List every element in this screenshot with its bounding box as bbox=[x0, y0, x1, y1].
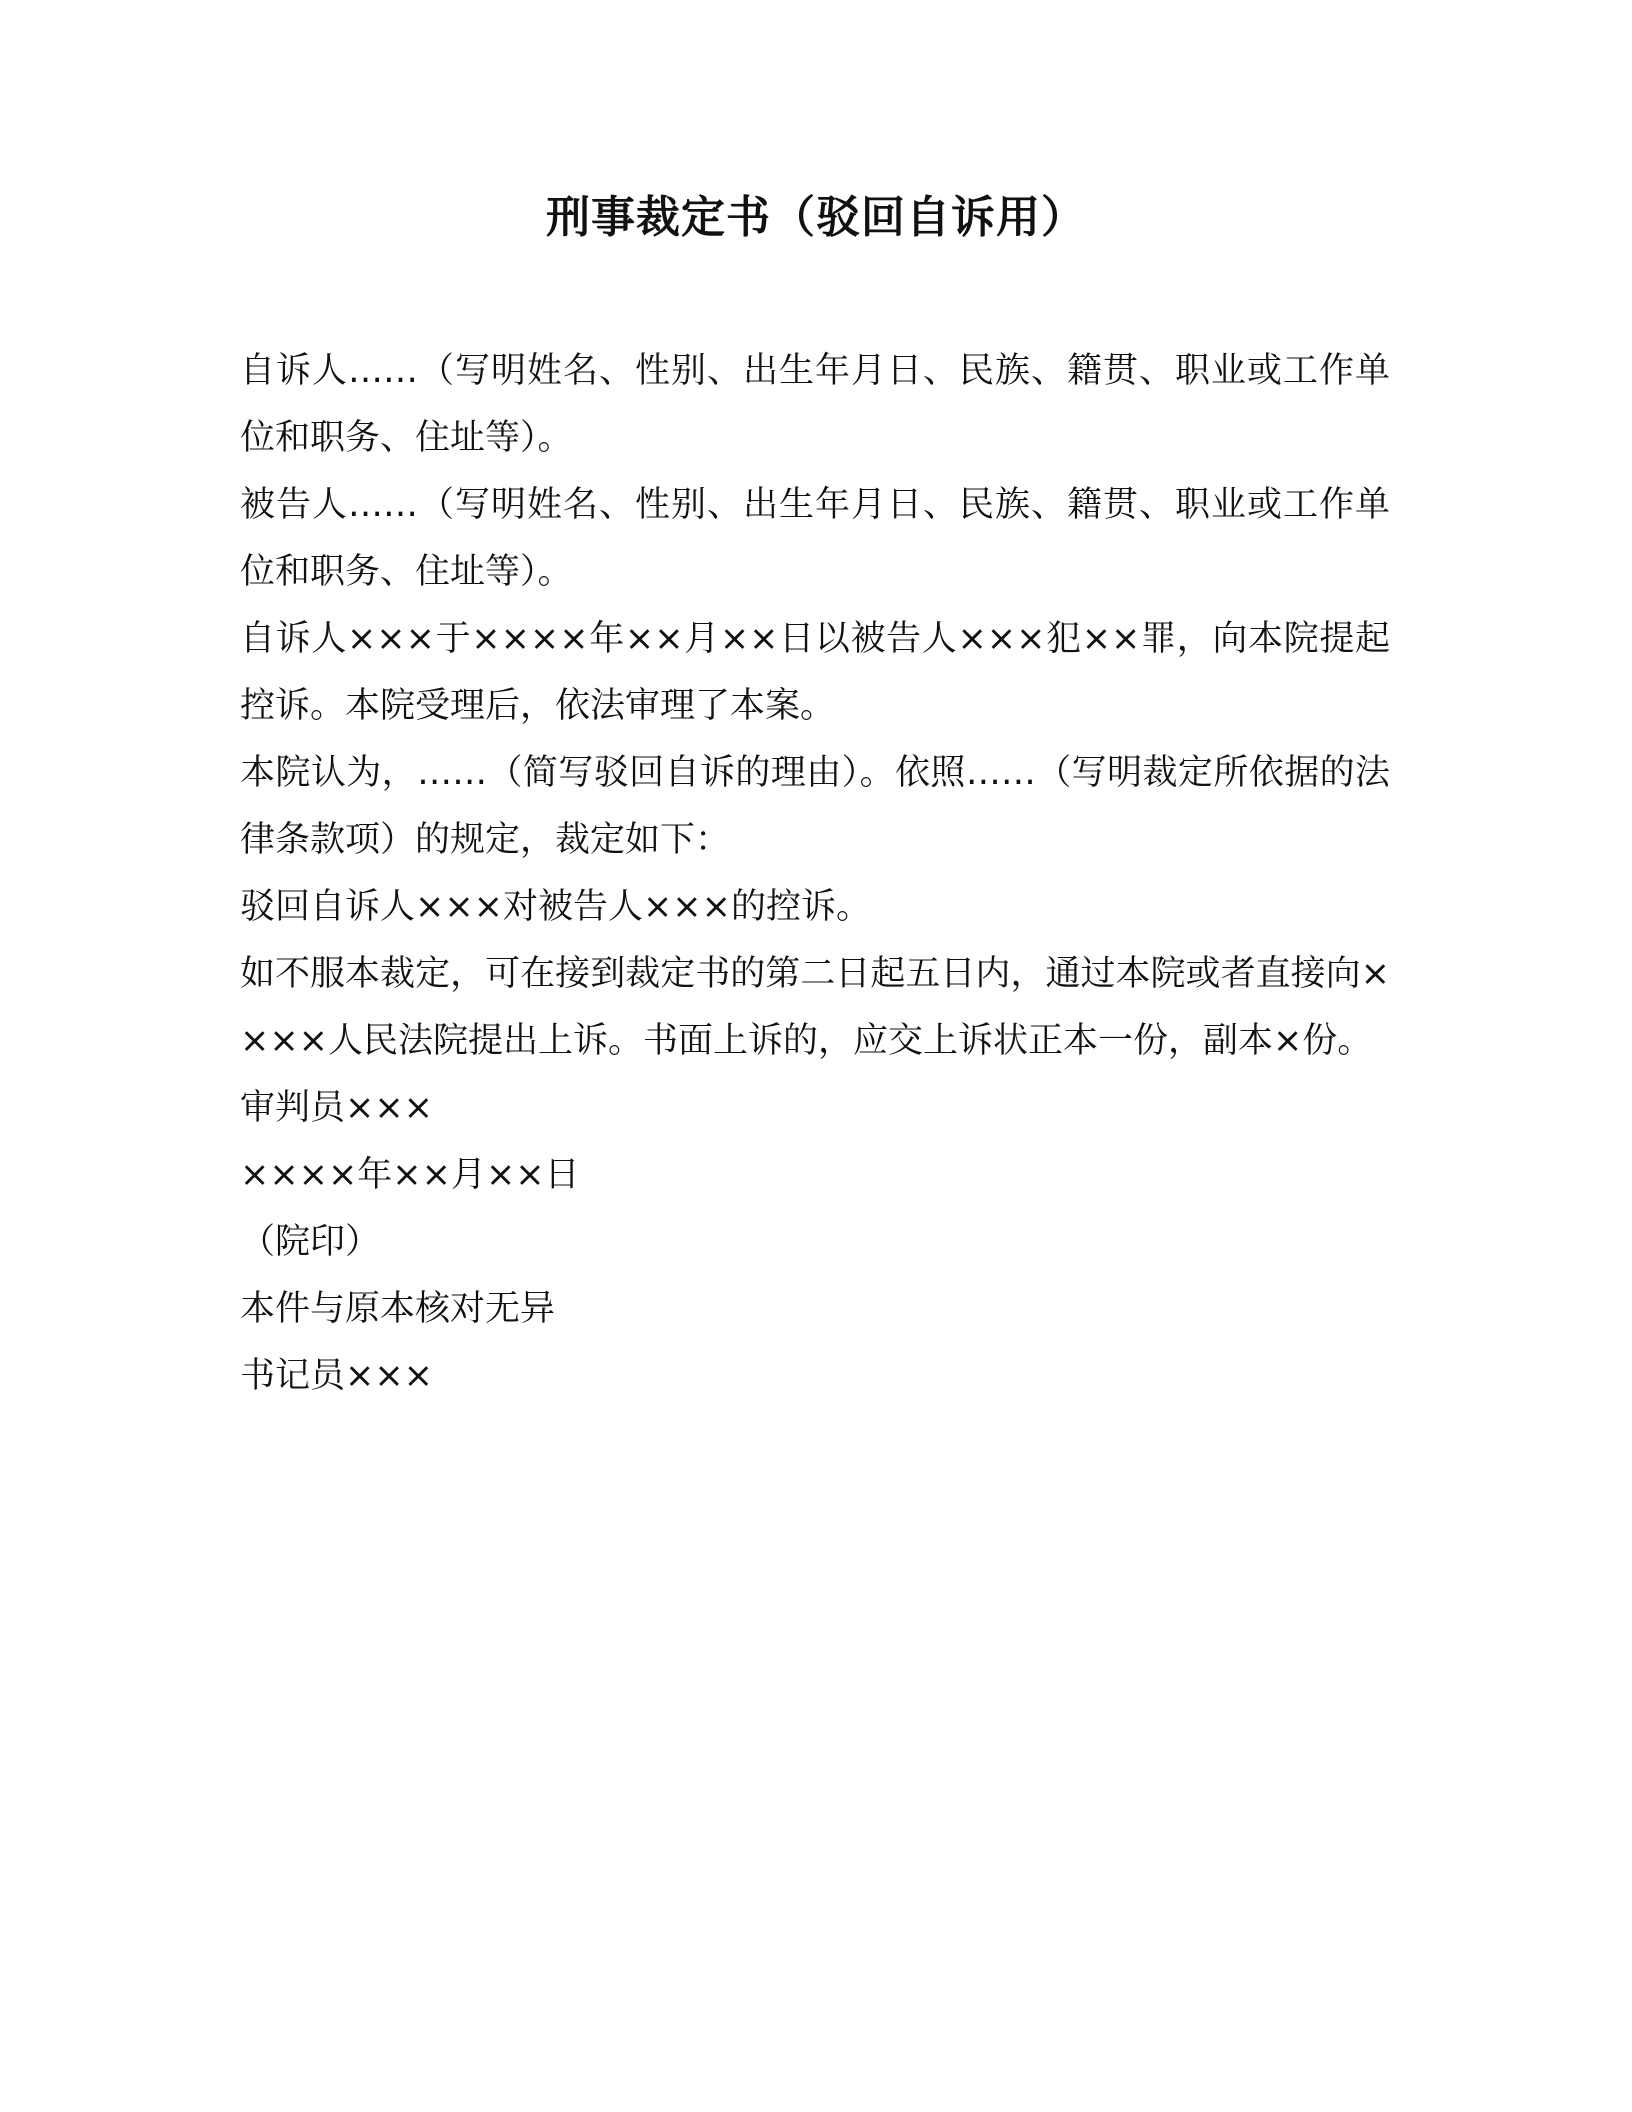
clerk-signature: 书记员××× bbox=[240, 1356, 433, 1396]
court-seal-note: （院印） bbox=[240, 1222, 381, 1262]
defendant-info-paragraph: 被告人……（写明姓名、性别、出生年月日、民族、籍贯、职业或工作单位和职务、住址等）。 bbox=[240, 485, 1390, 592]
ruling-date: ××××年××月××日 bbox=[240, 1155, 580, 1195]
court-opinion-paragraph: 本院认为，……（简写驳回自诉的理由）。依照……（写明裁定所依据的法律条款项）的规定，裁定如下： bbox=[240, 753, 1390, 860]
verification-note: 本件与原本核对无异 bbox=[240, 1289, 556, 1329]
judge-signature: 审判员××× bbox=[240, 1088, 433, 1128]
document-body bbox=[240, 338, 1390, 1410]
document-title: 刑事裁定书（驳回自诉用） bbox=[546, 192, 1086, 243]
appeal-notice-paragraph: 如不服本裁定，可在接到裁定书的第二日起五日内，通过本院或者直接向××××人民法院提出上诉。书面上诉的，应交上诉状正本一份，副本×份。 bbox=[240, 954, 1390, 1061]
ruling-paragraph: 驳回自诉人×××对被告人×××的控诉。 bbox=[240, 887, 871, 927]
case-filing-paragraph: 自诉人×××于××××年××月××日以被告人×××犯××罪，向本院提起控诉。本院受理后，依法审理了本案。 bbox=[240, 619, 1390, 726]
plaintiff-info-paragraph: 自诉人……（写明姓名、性别、出生年月日、民族、籍贯、职业或工作单位和职务、住址等）。 bbox=[240, 351, 1390, 458]
